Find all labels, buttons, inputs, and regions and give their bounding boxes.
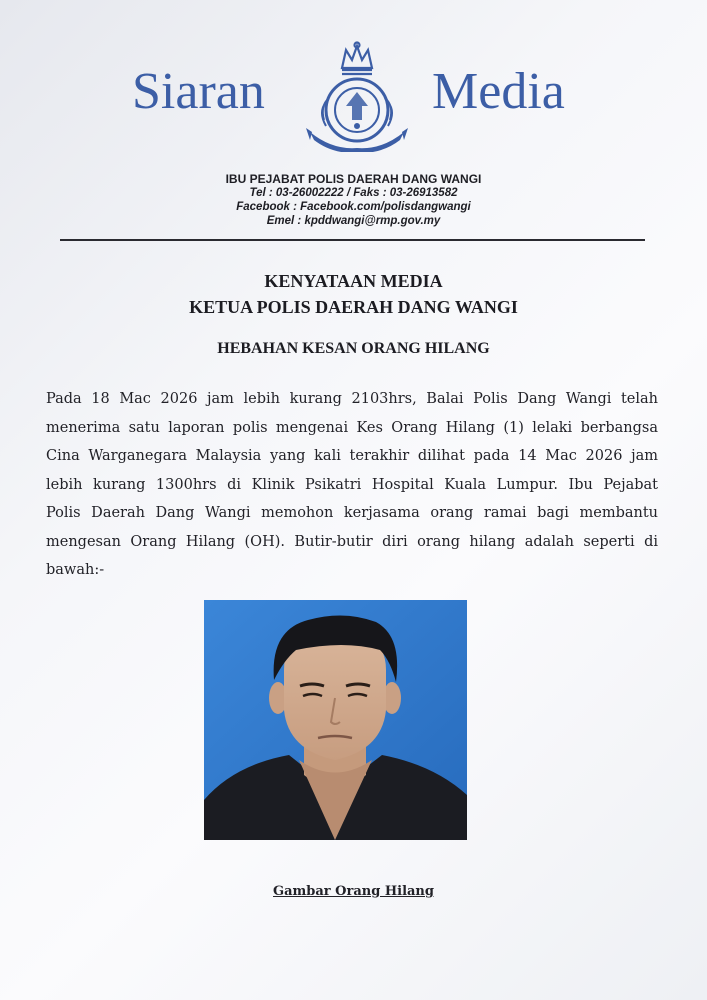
police-crest-icon — [302, 40, 412, 152]
contact-block — [0, 172, 707, 228]
statement-title — [0, 268, 707, 320]
organisation-name: IBU PEJABAT POLIS DAERAH DANG WANGI — [225, 172, 482, 186]
title-media: Media — [432, 63, 565, 120]
body-line: Pada 18 Mac 2026 jam lebih kurang 2103hrs, Balai Polis Dang Wangi telah — [46, 391, 658, 407]
body-line: Polis Daerah Dang Wangi memohon kerjasama orang ramai bagi membantu — [46, 505, 658, 521]
facebook-link: Facebook : Facebook.com/polisdangwangi — [236, 201, 471, 213]
body-paragraph — [46, 385, 658, 585]
photo-caption: Gambar Orang Hilang — [273, 884, 434, 899]
subheading: HEBAHAN KESAN ORANG HILANG — [217, 340, 490, 357]
header-divider — [60, 239, 645, 241]
person-portrait-image — [204, 600, 467, 840]
body-line: lebih kurang 1300hrs di Klinik Psikatri Hospital Kuala Lumpur. Ibu Pejabat — [46, 476, 658, 493]
body-line: mengesan Orang Hilang (OH). Butir-butir diri orang hilang adalah seperti di — [46, 533, 658, 550]
statement-line-1: KENYATAAN MEDIA — [264, 271, 443, 291]
statement-line-2: KETUA POLIS DAERAH DANG WANGI — [189, 297, 518, 317]
email-address: Emel : kpddwangi@rmp.gov.my — [266, 215, 441, 227]
missing-person-photo — [204, 600, 467, 840]
telephone-fax: Tel : 03-26002222 / Faks : 03-26913582 — [249, 187, 458, 199]
body-line: Cina Warganegara Malaysia yang kali terakhir dilihat pada 14 Mac 2026 jam — [46, 448, 658, 464]
body-line: bawah:- — [46, 562, 105, 578]
title-siaran: Siaran — [132, 63, 265, 120]
body-line: menerima satu laporan polis mengenai Kes Orang Hilang (1) lelaki berbangsa — [46, 419, 658, 436]
